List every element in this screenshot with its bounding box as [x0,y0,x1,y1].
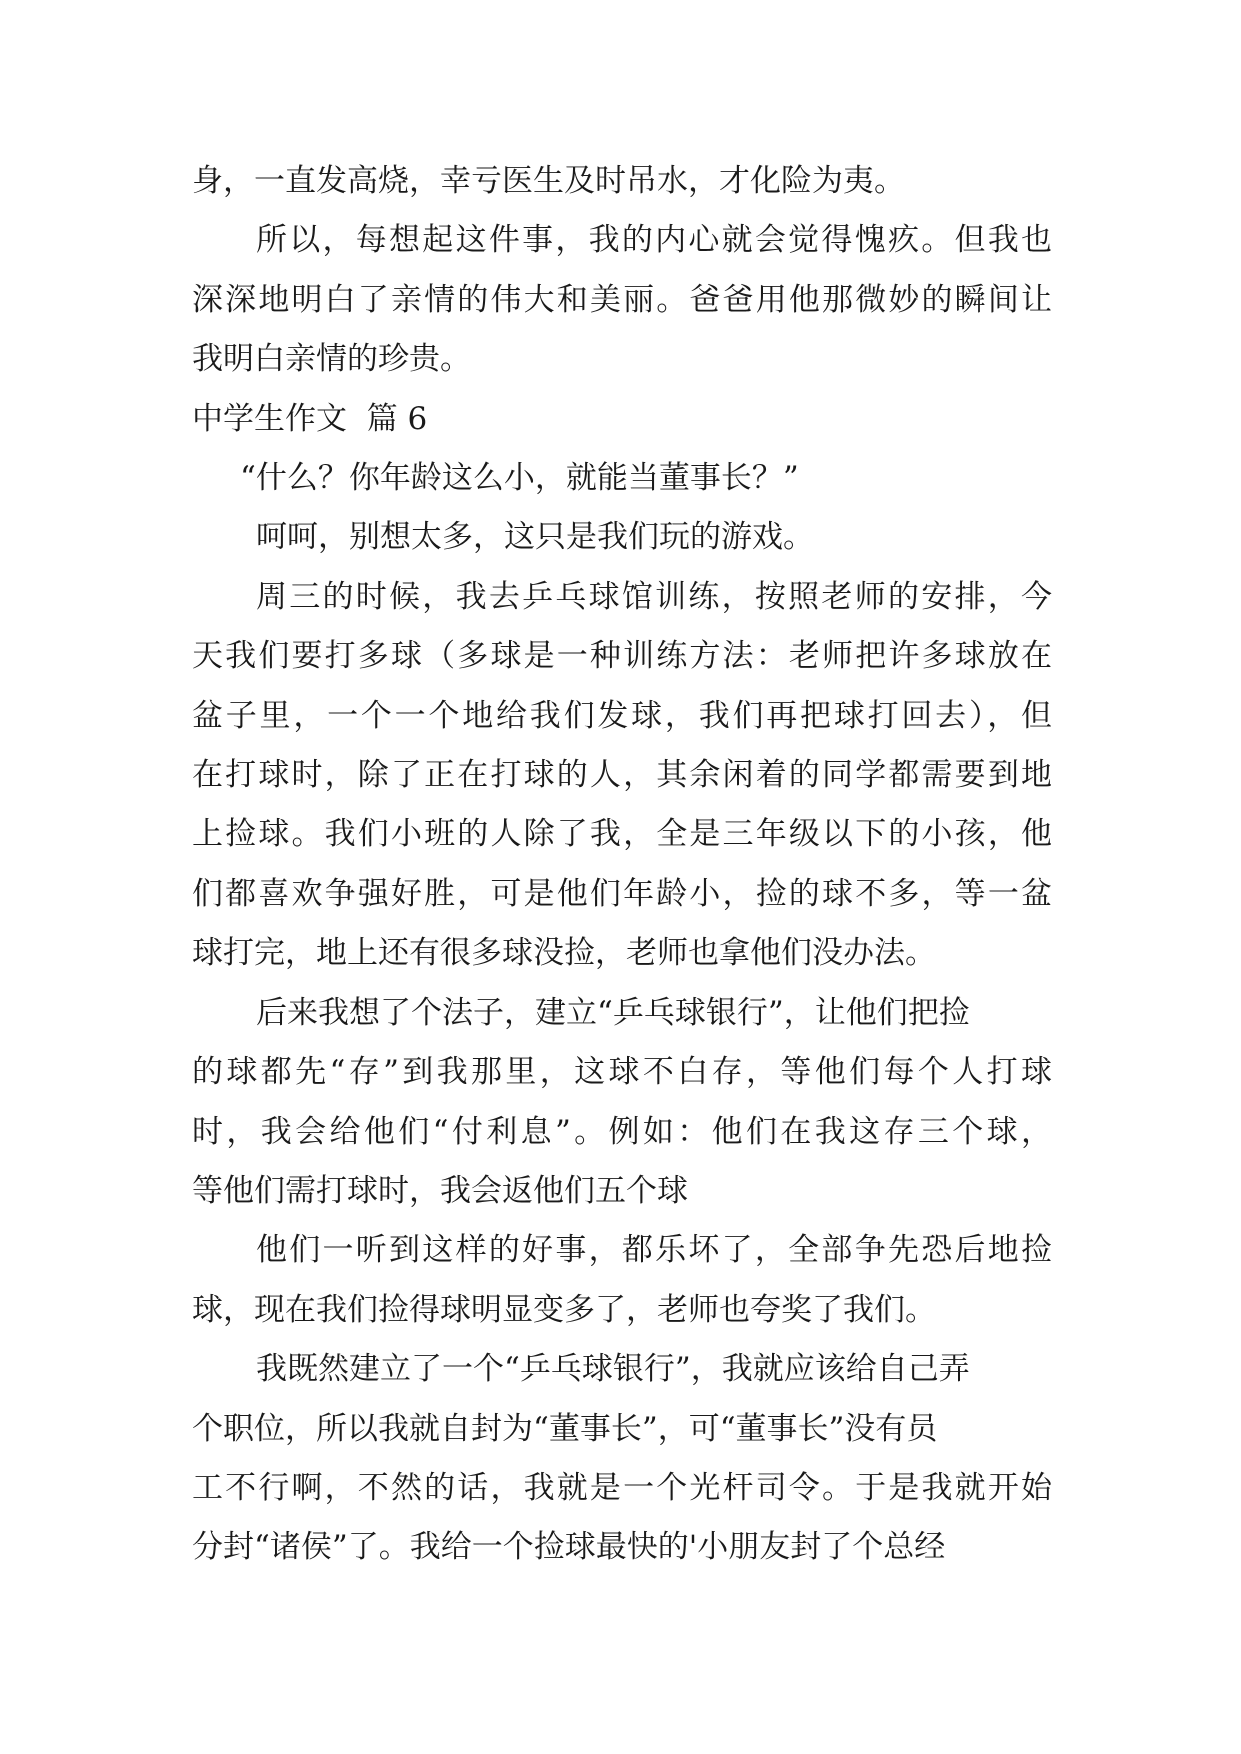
text-line: 天我们要打多球（多球是一种训练方法：老师把许多球放在 [192,638,1055,675]
text-line: 我既然建立了一个“乒乓球银行”，我就应该给自己弄 [256,1351,970,1388]
paragraph [192,984,1056,1222]
paragraph [192,568,1055,984]
paragraph [192,508,1052,567]
text-line: 我明白亲情的珍贵。 [192,341,471,378]
text-line: 后来我想了个法子，建立“乒乓球银行”，让他们把捡 [256,994,970,1031]
text-line: 球，现在我们捡得球明显变多了，老师也夸奖了我们。 [192,1291,936,1328]
text-line: 们都喜欢争强好胜，可是他们年龄小，捡的球不多，等一盆 [192,875,1055,912]
text-line: 工不行啊，不然的话，我就是一个光杆司令。于是我就开始 [192,1469,1055,1506]
text-line: 盆子里，一个一个地给我们发球，我们再把球打回去），但 [192,697,1055,734]
text-line: 个职位，所以我就自封为“董事长”，可“董事长”没有员 [192,1410,938,1447]
paragraph-continued [192,152,1052,211]
paragraph [192,211,1055,389]
text-line: 深深地明白了亲情的伟大和美丽。爸爸用他那微妙的瞬间让 [192,281,1055,318]
text-line: 在打球时，除了正在打球的人，其余闲着的同学都需要到地 [192,757,1055,794]
text-line: 球打完，地上还有很多球没捡，老师也拿他们没办法。 [192,935,936,972]
text-line: 他们一听到这样的好事，都乐坏了，全部争先恐后地捡 [256,1232,1055,1269]
text-line: 时，我会给他们“付利息”。例如：他们在我这存三个球， [192,1113,1056,1150]
text-line: 身，一直发高烧，幸亏医生及时吊水，才化险为夷。 [192,163,905,199]
section-heading [192,390,1052,449]
text-line: 分封“诸侯”了。我给一个捡球最快的'小朋友封了个总经 [192,1529,946,1566]
document-body [192,152,1056,1578]
text-line: “什么？你年龄这么小，就能当董事长？” [240,460,799,497]
text-line: 的球都先“存”到我那里，这球不白存，等他们每个人打球 [192,1054,1056,1091]
paragraph [192,1221,1055,1340]
text-line: 上捡球。我们小班的人除了我，全是三年级以下的小孩，他 [192,816,1055,853]
paragraph [192,1340,1055,1578]
paragraph [192,449,1052,508]
text-line: 所以，每想起这件事，我的内心就会觉得愧疚。但我也 [256,222,1055,259]
text-line: 呵呵，别想太多，这只是我们玩的游戏。 [256,519,814,556]
text-line: 等他们需打球时，我会返他们五个球 [192,1172,688,1209]
heading-text: 中学生作文 篇 6 [192,400,428,437]
text-line: 周三的时候，我去乒乓球馆训练，按照老师的安排，今 [256,578,1055,615]
